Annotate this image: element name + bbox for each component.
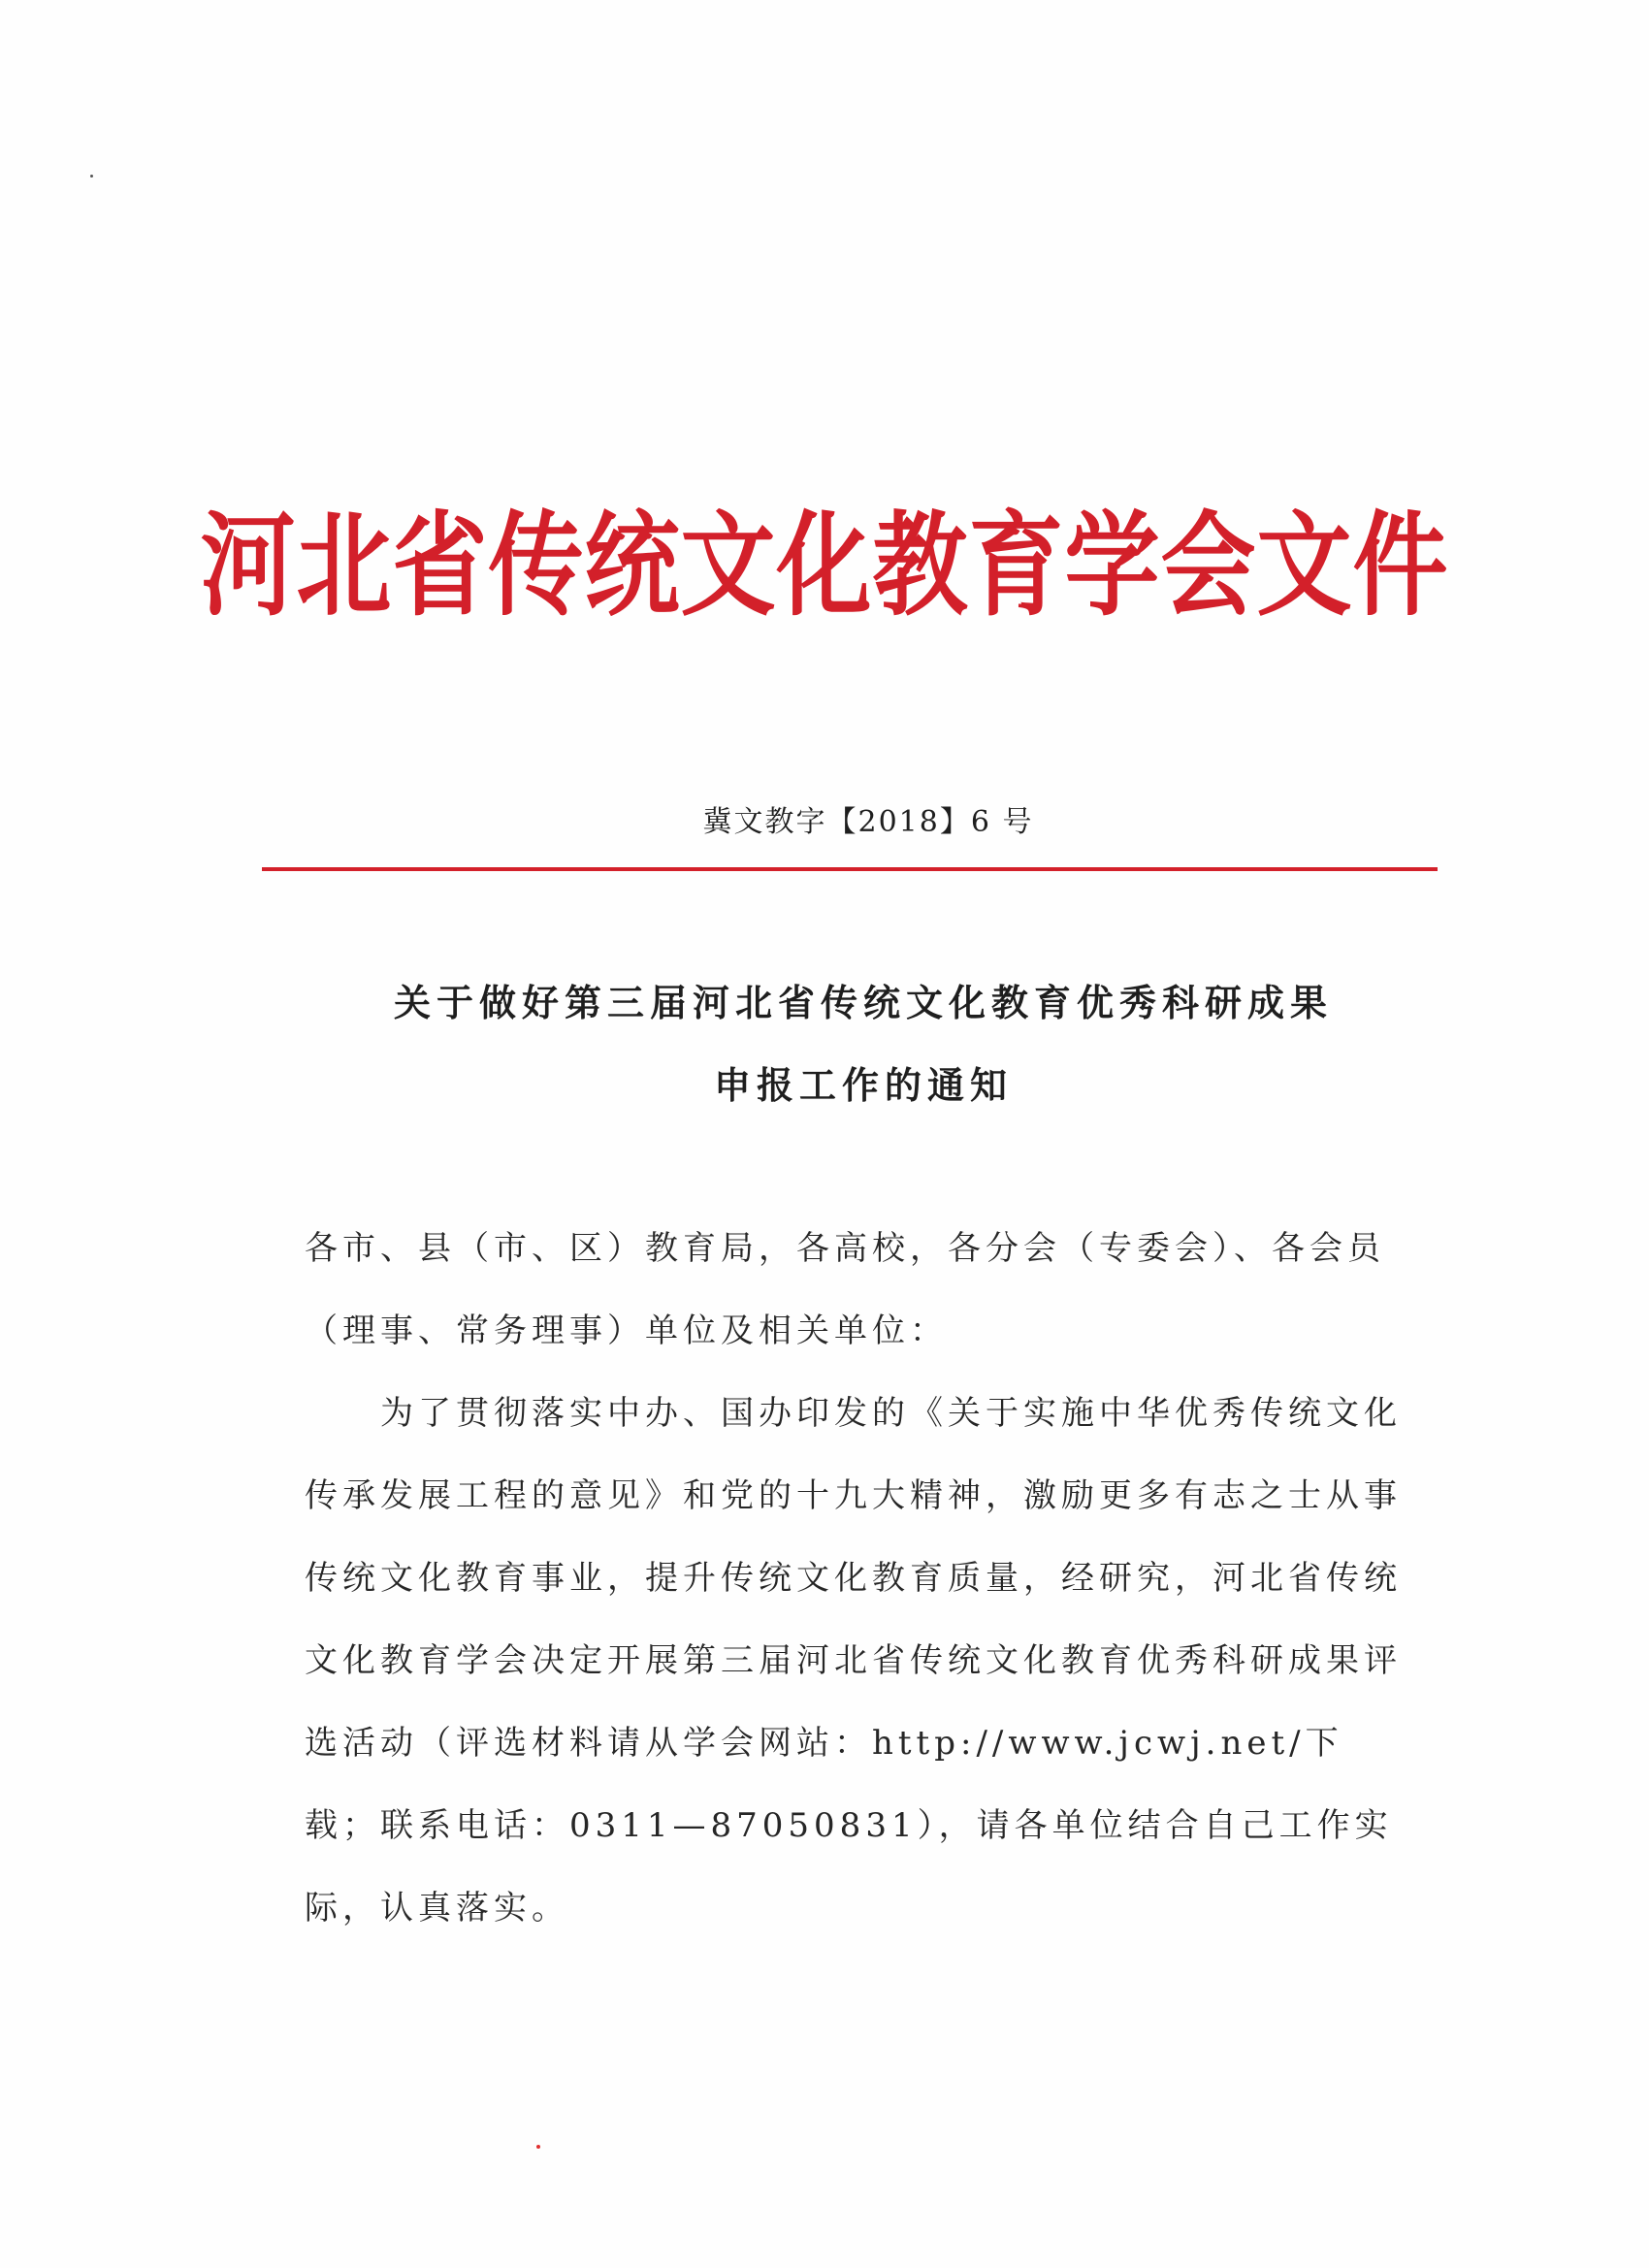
recipients-paragraph: 各市、县（市、区）教育局，各高校，各分会（专委会）、各会员（理事、常务理事）单位及相关单位：: [305, 1229, 1385, 1350]
document-number: 冀文教字【2018】6 号: [702, 805, 1034, 839]
notice-title-line-1: 关于做好第三届河北省传统文化教育优秀科研成果: [393, 981, 1333, 1024]
scan-speck-mark: [536, 2145, 540, 2149]
notice-title-line-2: 申报工作的通知: [713, 1063, 1013, 1107]
header-divider-rule: [262, 867, 1438, 871]
document-header-title: 河北省传统文化教育学会文件: [200, 501, 1449, 632]
scan-dust-mark: [90, 175, 93, 178]
body-paragraph: 为了贯彻落实中办、国办印发的《关于实施中华优秀传统文化传承发展工程的意见》和党的十九大精神，激励更多有志之士从事传统文化教育事业，提升传统文化教育质量，经研究，河北省传统文化教育学会决定开展第三届河北省传统文化教育优秀科研成果评选活动（评选材料请从学会网站：http://www.jcwj.net/下载；联系电话：0311—87050831），请各单位结合自己工作实际，认真落实。: [305, 1394, 1402, 1928]
